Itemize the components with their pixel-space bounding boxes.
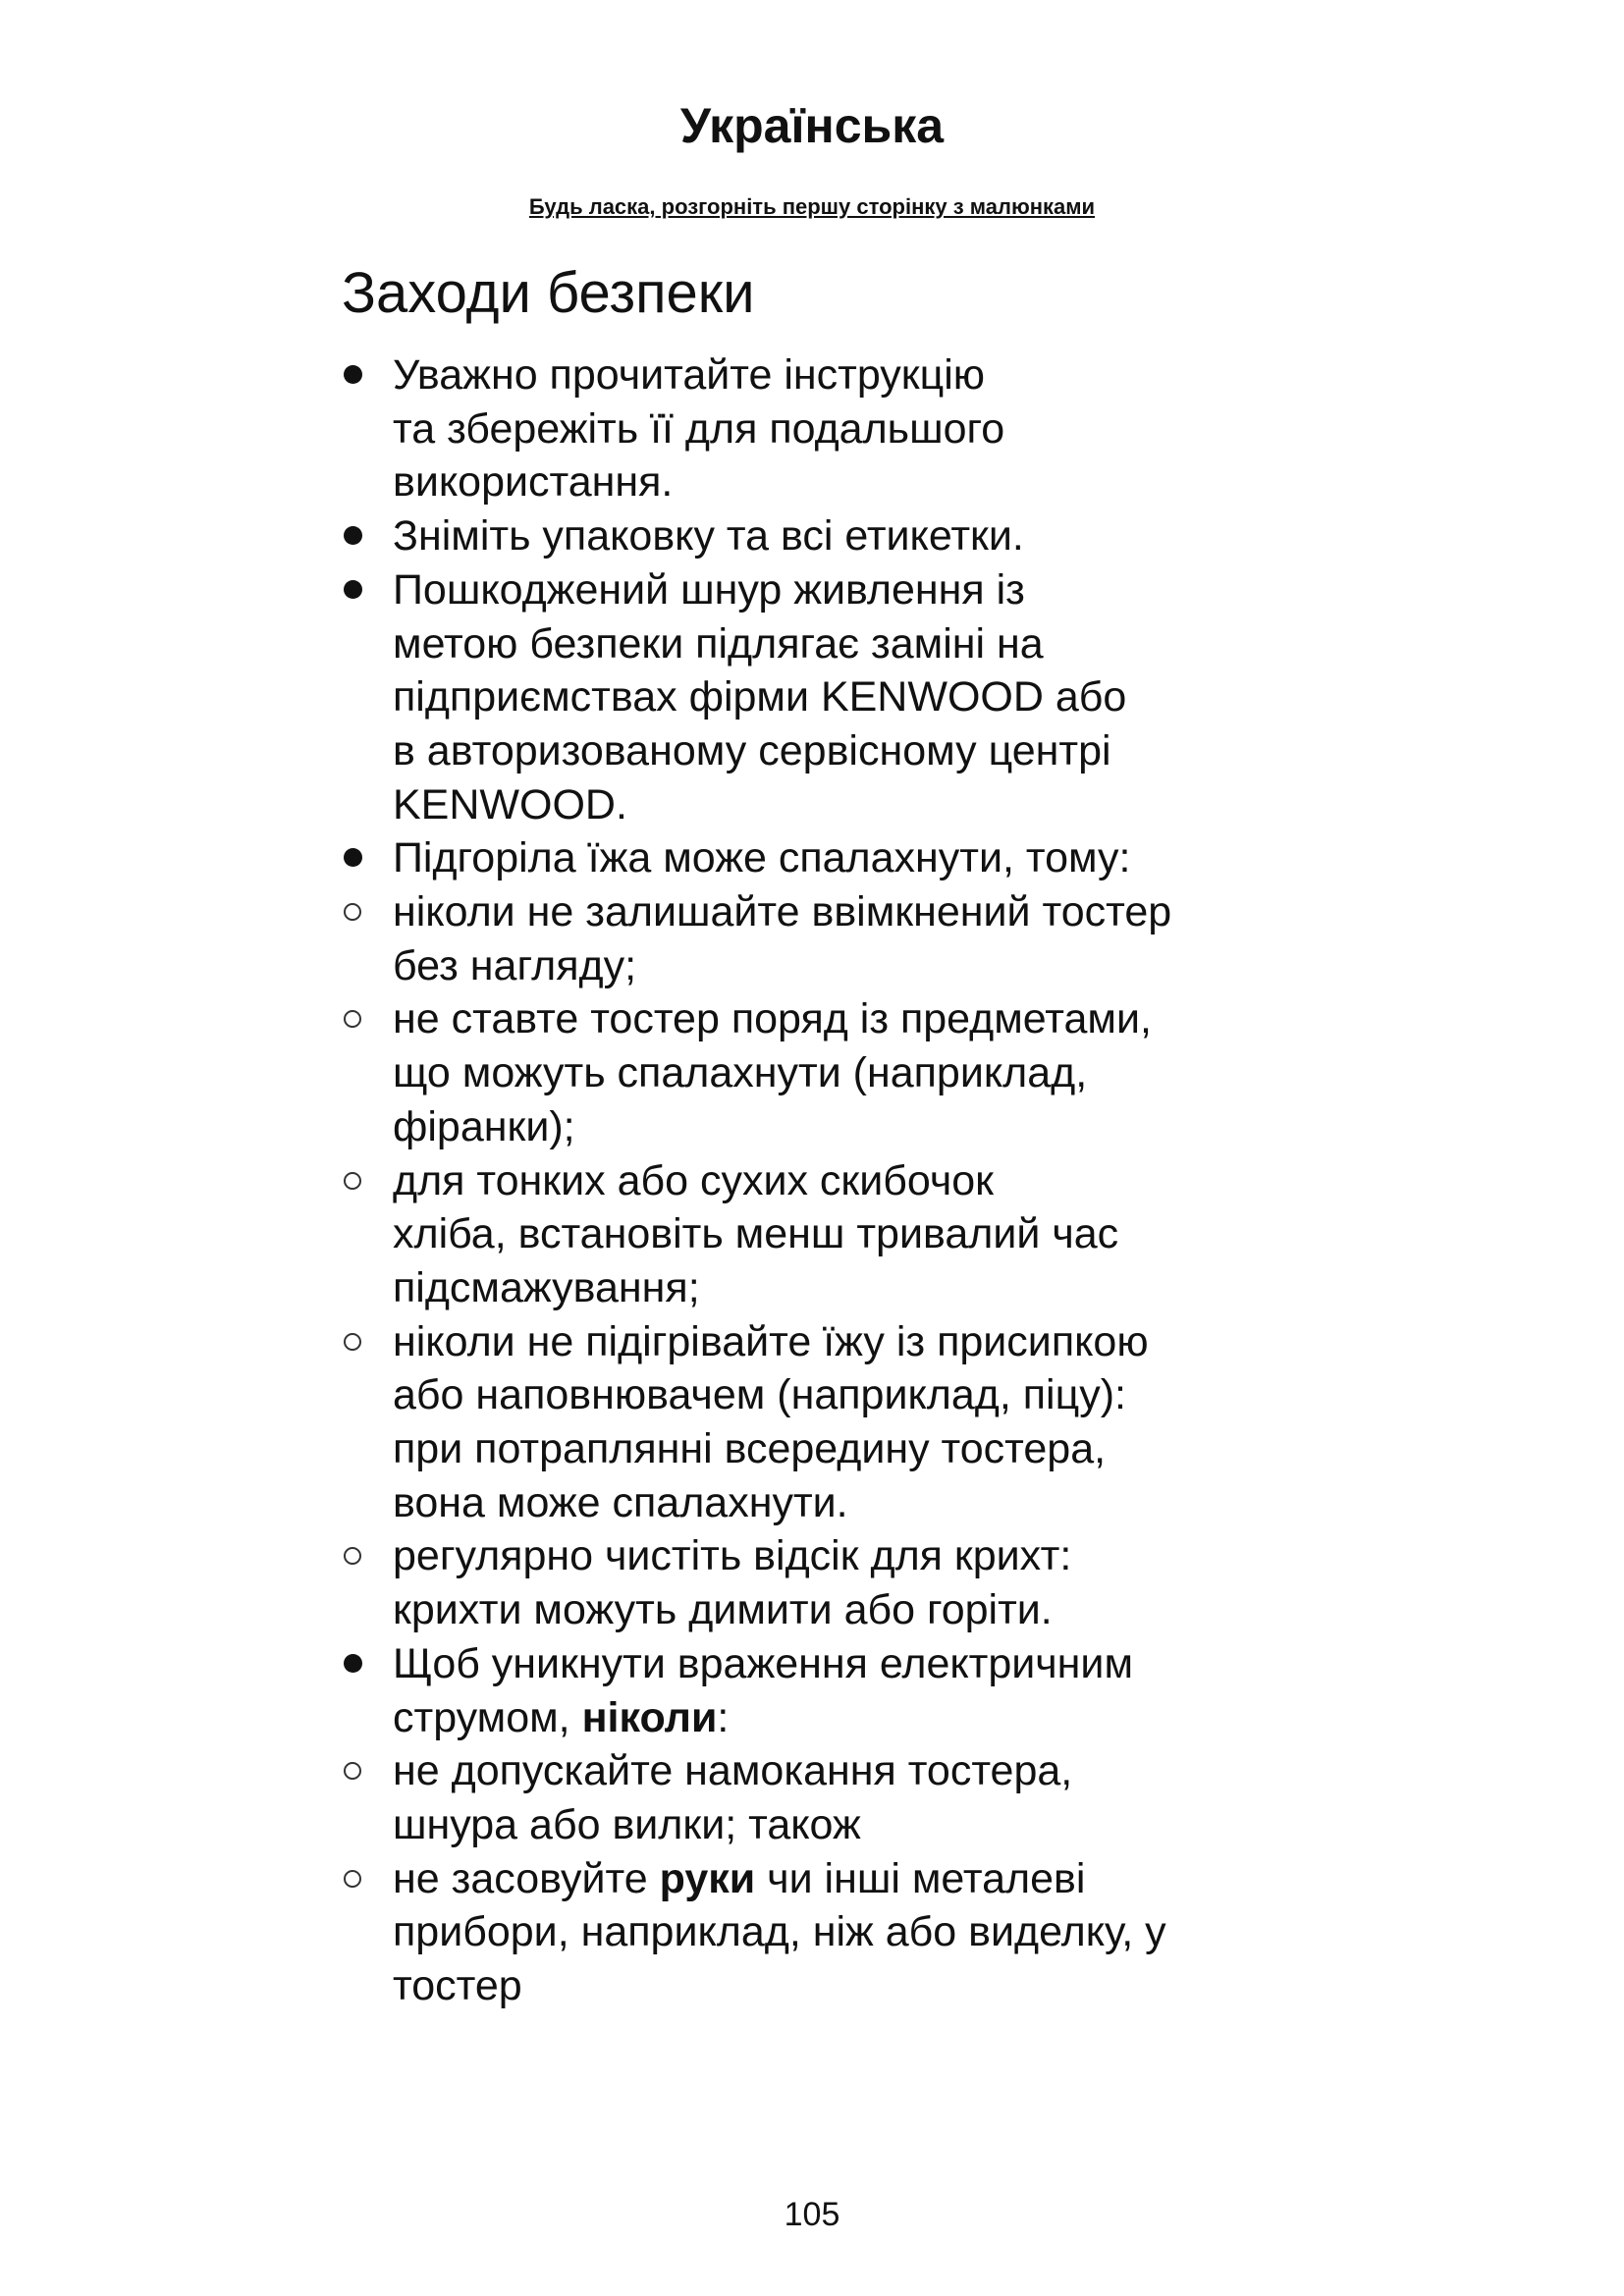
list-item xyxy=(0,1315,1624,1530)
list-item-line: що можуть спалахнути (наприклад, xyxy=(393,1049,1088,1097)
filled-bullet-icon xyxy=(344,365,362,384)
list-item-line: Підгоріла їжа може спалахнути, тому: xyxy=(393,834,1131,882)
section-title: Заходи безпеки xyxy=(342,261,755,325)
list-item-line: KENWOOD. xyxy=(393,780,627,828)
list-item xyxy=(0,348,1624,509)
list-item-line: шнура або вилки; також xyxy=(393,1800,861,1848)
safety-list xyxy=(0,348,1624,2013)
list-item-line: для тонких або сухих скибочок xyxy=(393,1156,994,1204)
list-item-line: вона може спалахнути. xyxy=(393,1478,848,1526)
list-item-line: фіранки); xyxy=(393,1102,575,1150)
list-item-line: ніколи не залишайте ввімкнений тостер xyxy=(393,888,1172,936)
list-item-line: тостер xyxy=(393,1962,522,2010)
list-item-line: прибори, наприклад, ніж або виделку, у xyxy=(393,1908,1166,1956)
list-item-line: та збережіть її для подальшого xyxy=(393,404,1005,453)
list-item-line: в авторизованому сервісному центрі xyxy=(393,726,1111,774)
list-item-line: або наповнювачем (наприклад, піцу): xyxy=(393,1371,1126,1419)
list-item-line: ніколи не підігрівайте їжу із присипкою xyxy=(393,1317,1149,1365)
filled-bullet-icon xyxy=(344,1654,362,1673)
list-item-line: при потраплянні всередину тостера, xyxy=(393,1425,1107,1473)
list-item-line: підсмажування; xyxy=(393,1263,700,1311)
list-item xyxy=(0,1637,1624,1744)
filled-bullet-icon xyxy=(344,848,362,867)
hollow-bullet-icon xyxy=(344,1870,361,1888)
page-number: 105 xyxy=(784,2196,840,2233)
list-item-line: Зніміть упаковку та всі етикетки. xyxy=(393,512,1024,561)
hollow-bullet-icon xyxy=(344,903,361,921)
list-item xyxy=(0,1154,1624,1315)
list-item-line: Уважно прочитайте інструкцію xyxy=(393,351,986,399)
filled-bullet-icon xyxy=(344,526,362,545)
list-item-line xyxy=(393,1691,1329,1745)
emphasis-text: руки xyxy=(659,1854,756,1902)
instruction-subtitle: Будь ласка, розгорніть першу сторінку з малюнками xyxy=(528,194,1096,219)
hollow-bullet-icon xyxy=(344,1172,361,1190)
hollow-bullet-icon xyxy=(344,1547,361,1565)
language-heading: Українська xyxy=(679,98,945,153)
list-item xyxy=(0,1852,1624,2013)
inline-text: чи інші металеві xyxy=(755,1854,1086,1902)
inline-text: : xyxy=(717,1693,730,1741)
list-item-line: підприємствах фірми KENWOOD або xyxy=(393,673,1127,721)
list-item xyxy=(0,563,1624,832)
list-item xyxy=(0,831,1624,885)
list-item xyxy=(0,992,1624,1153)
list-item-line: крихти можуть димити або горіти. xyxy=(393,1586,1053,1634)
emphasis-text: ніколи xyxy=(581,1693,718,1741)
list-item-line xyxy=(393,1852,1329,1906)
hollow-bullet-icon xyxy=(344,1333,361,1351)
list-item-line: регулярно чистіть відсік для крихт: xyxy=(393,1532,1072,1580)
list-item xyxy=(0,509,1624,563)
hollow-bullet-icon xyxy=(344,1010,361,1028)
hollow-bullet-icon xyxy=(344,1762,361,1780)
list-item-line: Пошкоджений шнур живлення із xyxy=(393,565,1025,614)
list-item xyxy=(0,1529,1624,1636)
list-item-line: Щоб уникнути враження електричним xyxy=(393,1639,1134,1687)
list-item-line: не допускайте намокання тостера, xyxy=(393,1747,1073,1795)
list-item xyxy=(0,1744,1624,1851)
filled-bullet-icon xyxy=(344,580,362,599)
list-item-line: використання. xyxy=(393,458,674,507)
list-item-line: метою безпеки підлягає заміні на xyxy=(393,619,1044,667)
list-item xyxy=(0,885,1624,992)
inline-text: струмом, xyxy=(393,1693,582,1741)
list-item-line: хліба, встановіть менш тривалий час xyxy=(393,1210,1119,1258)
list-item-line: не ставте тостер поряд із предметами, xyxy=(393,995,1152,1043)
inline-text: не засовуйте xyxy=(393,1854,660,1902)
list-item-line: без нагляду; xyxy=(393,941,637,989)
